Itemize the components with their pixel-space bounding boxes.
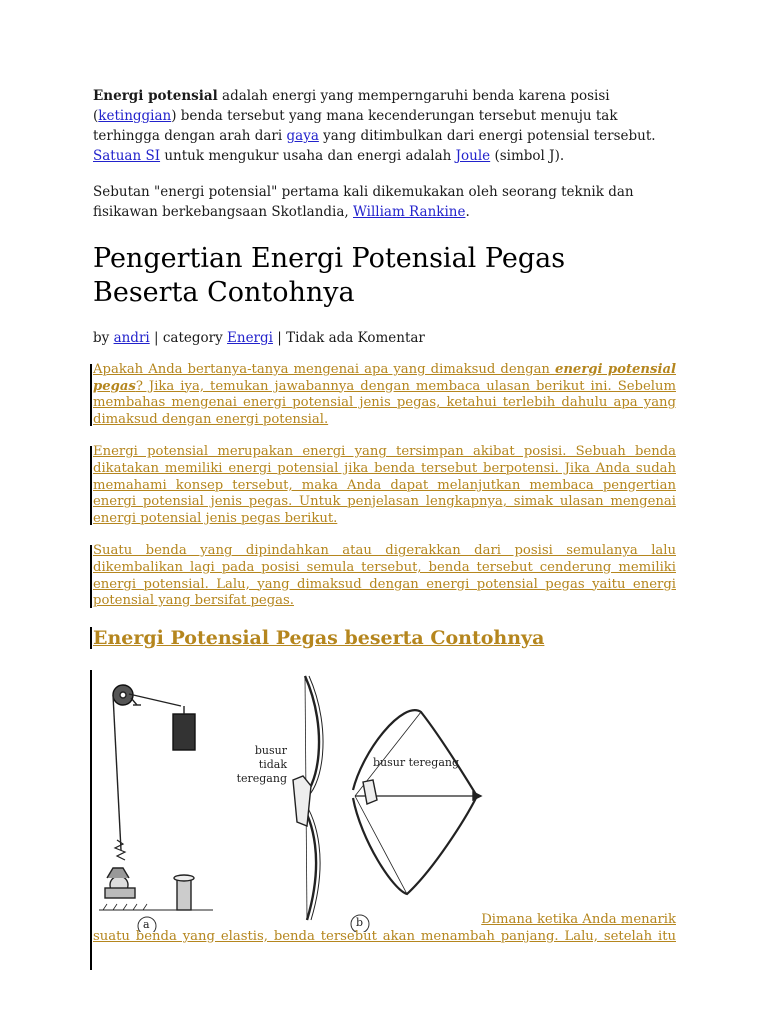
link-gaya[interactable]: gaya	[286, 128, 319, 144]
byline-text: | category	[149, 330, 228, 346]
bow-tense-figure	[353, 710, 481, 894]
section-subheading[interactable]: Energi Potensial Pegas beserta Contohnya	[93, 626, 545, 649]
caption-line-1[interactable]: Dimana ketika Anda menarik	[481, 911, 676, 927]
intro-text: ) benda tersebut yang mana kecenderungan tersebut menuju tak terhingga dengan arah dari	[93, 108, 618, 144]
paragraph-1[interactable]	[93, 362, 676, 428]
paragraph-text: ? Jika iya, temukan jawabannya dengan membaca ulasan berikut ini. Sebelum membahas mengenai energi potensial jenis pegas, ketahui terlebih dahulu apa yang dimaksud dengan energi potensial.	[93, 378, 676, 427]
link-satuan-si[interactable]: Satuan SI	[93, 148, 161, 164]
bow-loose-label: busur tidak teregang	[236, 743, 287, 785]
quote-bar	[90, 627, 92, 649]
intro-paragraph-1	[93, 86, 676, 166]
category-link[interactable]: Energi	[227, 330, 273, 346]
byline-text: by	[93, 330, 114, 346]
bold-term: Energi potensial	[93, 88, 218, 104]
author-link[interactable]: andri	[113, 330, 150, 346]
intro-text: yang ditimbulkan dari energi potensial tersebut.	[318, 128, 656, 144]
figure-label-a: a	[143, 917, 150, 931]
byline	[93, 328, 676, 348]
link-ketinggian[interactable]: ketinggian	[98, 108, 172, 124]
quote-block-3	[93, 543, 676, 609]
paragraph-3[interactable]: Suatu benda yang dipindahkan atau digerakkan dari posisi semulanya lalu dikembalikan lagi pada posisi semula tersebut, benda tersebut cenderung memiliki energi potensial. Lalu, yang dimaksud dengan energi potensial pegas yaitu energi potensial yang bersifat pegas.	[93, 543, 676, 609]
quote-bar	[90, 670, 92, 970]
article-page	[93, 86, 677, 944]
intro-text: untuk mengukur usaha dan energi adalah	[160, 148, 456, 164]
quote-bar	[90, 364, 92, 426]
figure-label-b: b	[356, 915, 364, 929]
byline-text: | Tidak ada Komentar	[272, 330, 425, 346]
paragraph-text: Apakah Anda bertanya-tanya mengenai apa yang dimaksud dengan	[93, 362, 555, 377]
bow-tense-label: busur teregang	[373, 755, 460, 769]
spring-bow-illustration	[93, 670, 493, 932]
subheading-block	[93, 626, 676, 650]
quote-bar	[90, 446, 92, 525]
link-william-rankine[interactable]: William Rankine	[353, 204, 466, 220]
quote-block-2	[93, 444, 676, 527]
quote-block-1	[93, 362, 676, 428]
intro-text: adalah energi yang memperngaruhi benda karena posisi (	[93, 88, 610, 124]
intro-text: Sebutan "energi potensial" pertama kali dikemukakan oleh seorang teknik dan fisikawan berkebangsaan Skotlandia,	[93, 184, 634, 220]
paragraph-2[interactable]: Energi potensial merupakan energi yang tersimpan akibat posisi. Sebuah benda dikatakan memiliki energi potensial jika benda tersebut berpotensi. Jika Anda sudah memahami konsep tersebut, maka Anda dapat melanjutkan membaca pengertian energi potensial jenis pegas. Untuk penjelasan lengkapnya, simak ulasan mengenai energi potensial jenis pegas berikut.	[93, 444, 676, 526]
pulley-figure	[99, 685, 213, 910]
intro-text: (simbol J).	[490, 148, 565, 164]
caption-line-2[interactable]: suatu benda yang elastis, benda tersebut akan menambah panjang. Lalu, setelah itu	[93, 928, 676, 944]
article-title: Pengertian Energi Potensial Pegas Beserta Contohnya	[93, 243, 566, 308]
figure-block	[93, 670, 676, 944]
link-joule[interactable]: Joule	[455, 148, 491, 164]
intro-paragraph-2	[93, 182, 676, 222]
bold-term: energi potensial pegas	[93, 362, 677, 394]
bow-loose-figure	[293, 676, 323, 920]
intro-text: .	[465, 204, 470, 220]
quote-bar	[90, 545, 92, 607]
